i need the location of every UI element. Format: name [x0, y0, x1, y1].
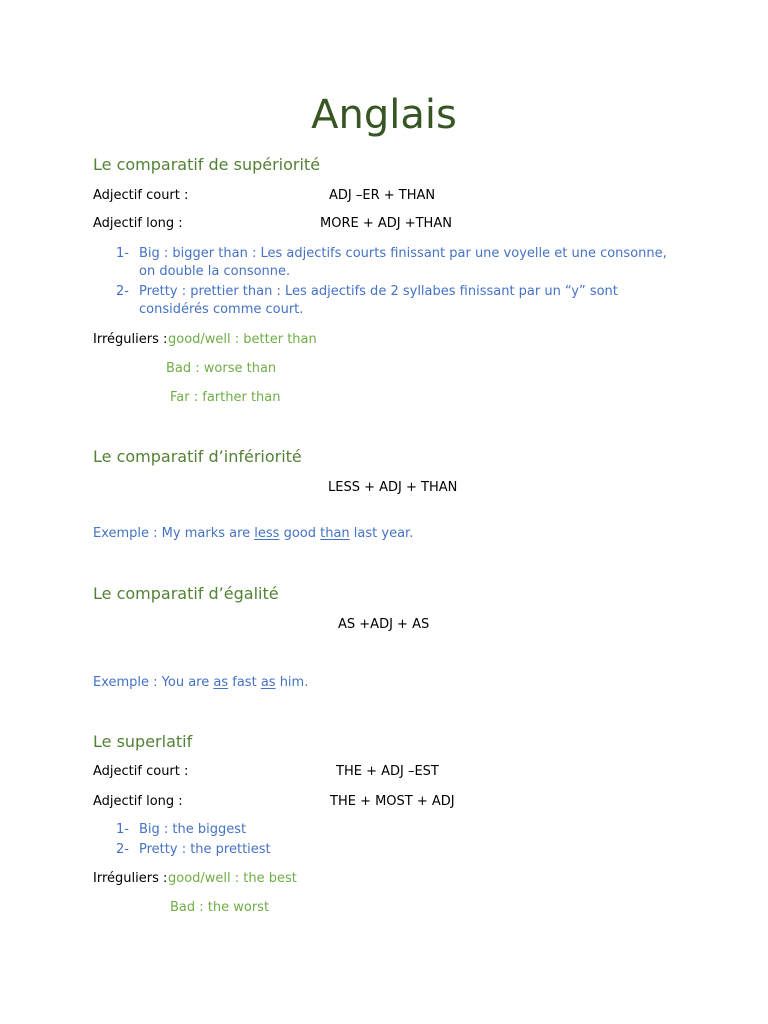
- irregular-item: good/well : the best: [168, 871, 297, 886]
- list-item-number: 2-: [116, 842, 129, 857]
- list-item-number: 1-: [116, 246, 129, 261]
- heading-comparatif-egalite: Le comparatif d’égalité: [93, 584, 279, 603]
- adjectif-long-label: Adjectif long :: [93, 216, 183, 231]
- irreguliers-label: Irréguliers :: [93, 871, 168, 886]
- example-text: Exemple : My marks are: [93, 526, 255, 541]
- example-sentence: [93, 525, 413, 543]
- irregular-item: Bad : the worst: [170, 900, 270, 915]
- underlined-word: than: [320, 526, 350, 541]
- example-text: fast: [228, 675, 261, 690]
- adjectif-long-label: Adjectif long :: [93, 794, 183, 809]
- irregular-item: Far : farther than: [170, 390, 281, 405]
- underlined-word: as: [213, 675, 229, 690]
- list-item: Big : bigger than : Les adjectifs courts finissant par une voyelle et une consonne, on double la consonne.: [139, 246, 667, 279]
- list-item-number: 2-: [116, 284, 129, 299]
- irregular-item: good/well : better than: [168, 332, 317, 347]
- irregular-item: Bad : worse than: [166, 361, 277, 376]
- adjectif-court-label: Adjectif court :: [93, 764, 189, 779]
- example-text: good: [279, 526, 321, 541]
- example-text: him.: [275, 675, 309, 690]
- underlined-word: as: [260, 675, 276, 690]
- example-text: last year.: [349, 526, 414, 541]
- irreguliers-label: Irréguliers :: [93, 332, 168, 347]
- adjectif-court-formula: ADJ –ER + THAN: [329, 188, 436, 203]
- heading-comparatif-superiorite: Le comparatif de supériorité: [93, 155, 321, 174]
- heading-superlatif: Le superlatif: [93, 732, 193, 751]
- example-text: Exemple : You are: [93, 675, 214, 690]
- adjectif-long-formula: MORE + ADJ +THAN: [320, 216, 452, 231]
- underlined-word: less: [254, 526, 280, 541]
- example-sentence: [93, 674, 308, 692]
- list-item: Big : the biggest: [139, 822, 247, 837]
- egalite-formula: AS +ADJ + AS: [338, 617, 430, 632]
- inferiorite-formula: LESS + ADJ + THAN: [328, 480, 458, 495]
- adjectif-court-formula: THE + ADJ –EST: [336, 764, 439, 779]
- list-item-number: 1-: [116, 822, 129, 837]
- adjectif-court-label: Adjectif court :: [93, 188, 189, 203]
- page-title: Anglais: [311, 92, 457, 138]
- adjectif-long-formula: THE + MOST + ADJ: [330, 794, 455, 809]
- heading-comparatif-inferiorite: Le comparatif d’infériorité: [93, 447, 302, 466]
- list-item: Pretty : the prettiest: [139, 842, 271, 857]
- list-item: Pretty : prettier than : Les adjectifs de 2 syllabes finissant par un “y” sont considérés comme court.: [139, 284, 618, 317]
